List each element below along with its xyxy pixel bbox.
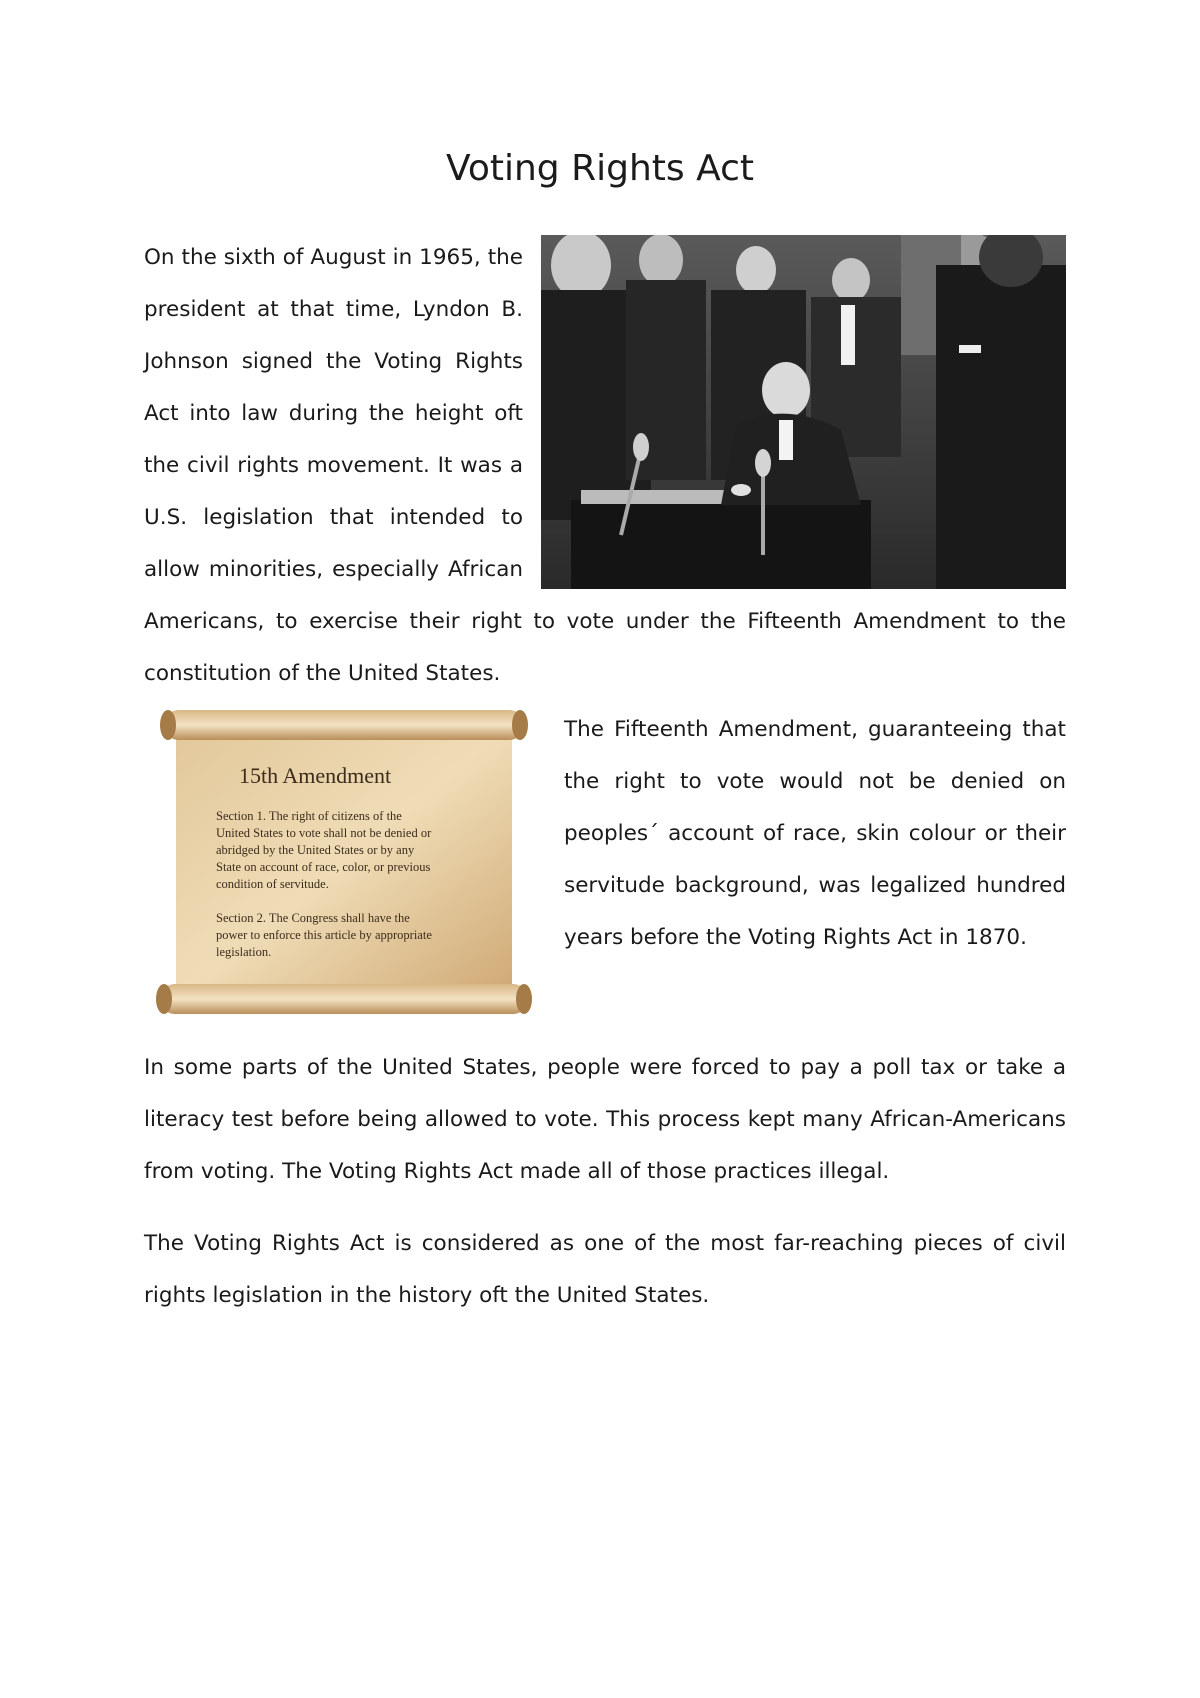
- scroll-image: [154, 696, 534, 1036]
- scroll-s2-line2: power to enforce this article by appropriate: [216, 928, 432, 942]
- scroll-s2-line1: Section 2. The Congress shall have the: [216, 911, 410, 925]
- paragraph-intro-text: On the sixth of August in 1965, the president at that time, Lyndon B. Johnson signed the Voting Rights Act into law during the height oft the civil rights movement. It was a U.S. legislation that intended to allow minorities, especially African Americans, to exercise their right to vote under the Fifteenth Amendment to the constitution of the United States.: [144, 245, 1066, 686]
- scroll-s1-line2: United States to vote shall not be denied or: [216, 826, 432, 840]
- scroll-s1-line5: condition of servitude.: [216, 877, 329, 891]
- signing-photo-image: [541, 235, 1066, 589]
- paragraph-poll-tax: In some parts of the United States, people were forced to pay a poll tax or take a literacy test before being allowed to vote. This process kept many African-Americans from voting. The Voting Rights Act made all of those practices illegal.: [144, 1055, 1066, 1184]
- scroll-s1-line3: abridged by the United States or by any: [216, 843, 415, 857]
- paragraph-fifteenth-amendment-text: The Fifteenth Amendment, guaranteeing that the right to vote would not be denied on peoples´ account of race, skin colour or their servitude background, was legalized hundred years before the Voting Rights Act in 1870.: [564, 717, 1066, 950]
- page-title: Voting Rights Act: [446, 148, 754, 189]
- scroll-heading: 15th Amendment: [239, 763, 392, 788]
- signing-photo: [541, 235, 1066, 589]
- fifteenth-amendment-scroll: [154, 696, 534, 1036]
- paragraph-intro: [144, 232, 1066, 700]
- paragraph-conclusion: The Voting Rights Act is considered as one of the most far-reaching pieces of civil rights legislation in the history oft the United States.: [144, 1231, 1066, 1308]
- scroll-s1-line4: State on account of race, color, or previous: [216, 860, 431, 874]
- scroll-s1-line1: Section 1. The right of citizens of the: [216, 809, 402, 823]
- scroll-s2-line3: legislation.: [216, 945, 272, 959]
- paragraph-fifteenth-amendment: [144, 704, 1066, 1036]
